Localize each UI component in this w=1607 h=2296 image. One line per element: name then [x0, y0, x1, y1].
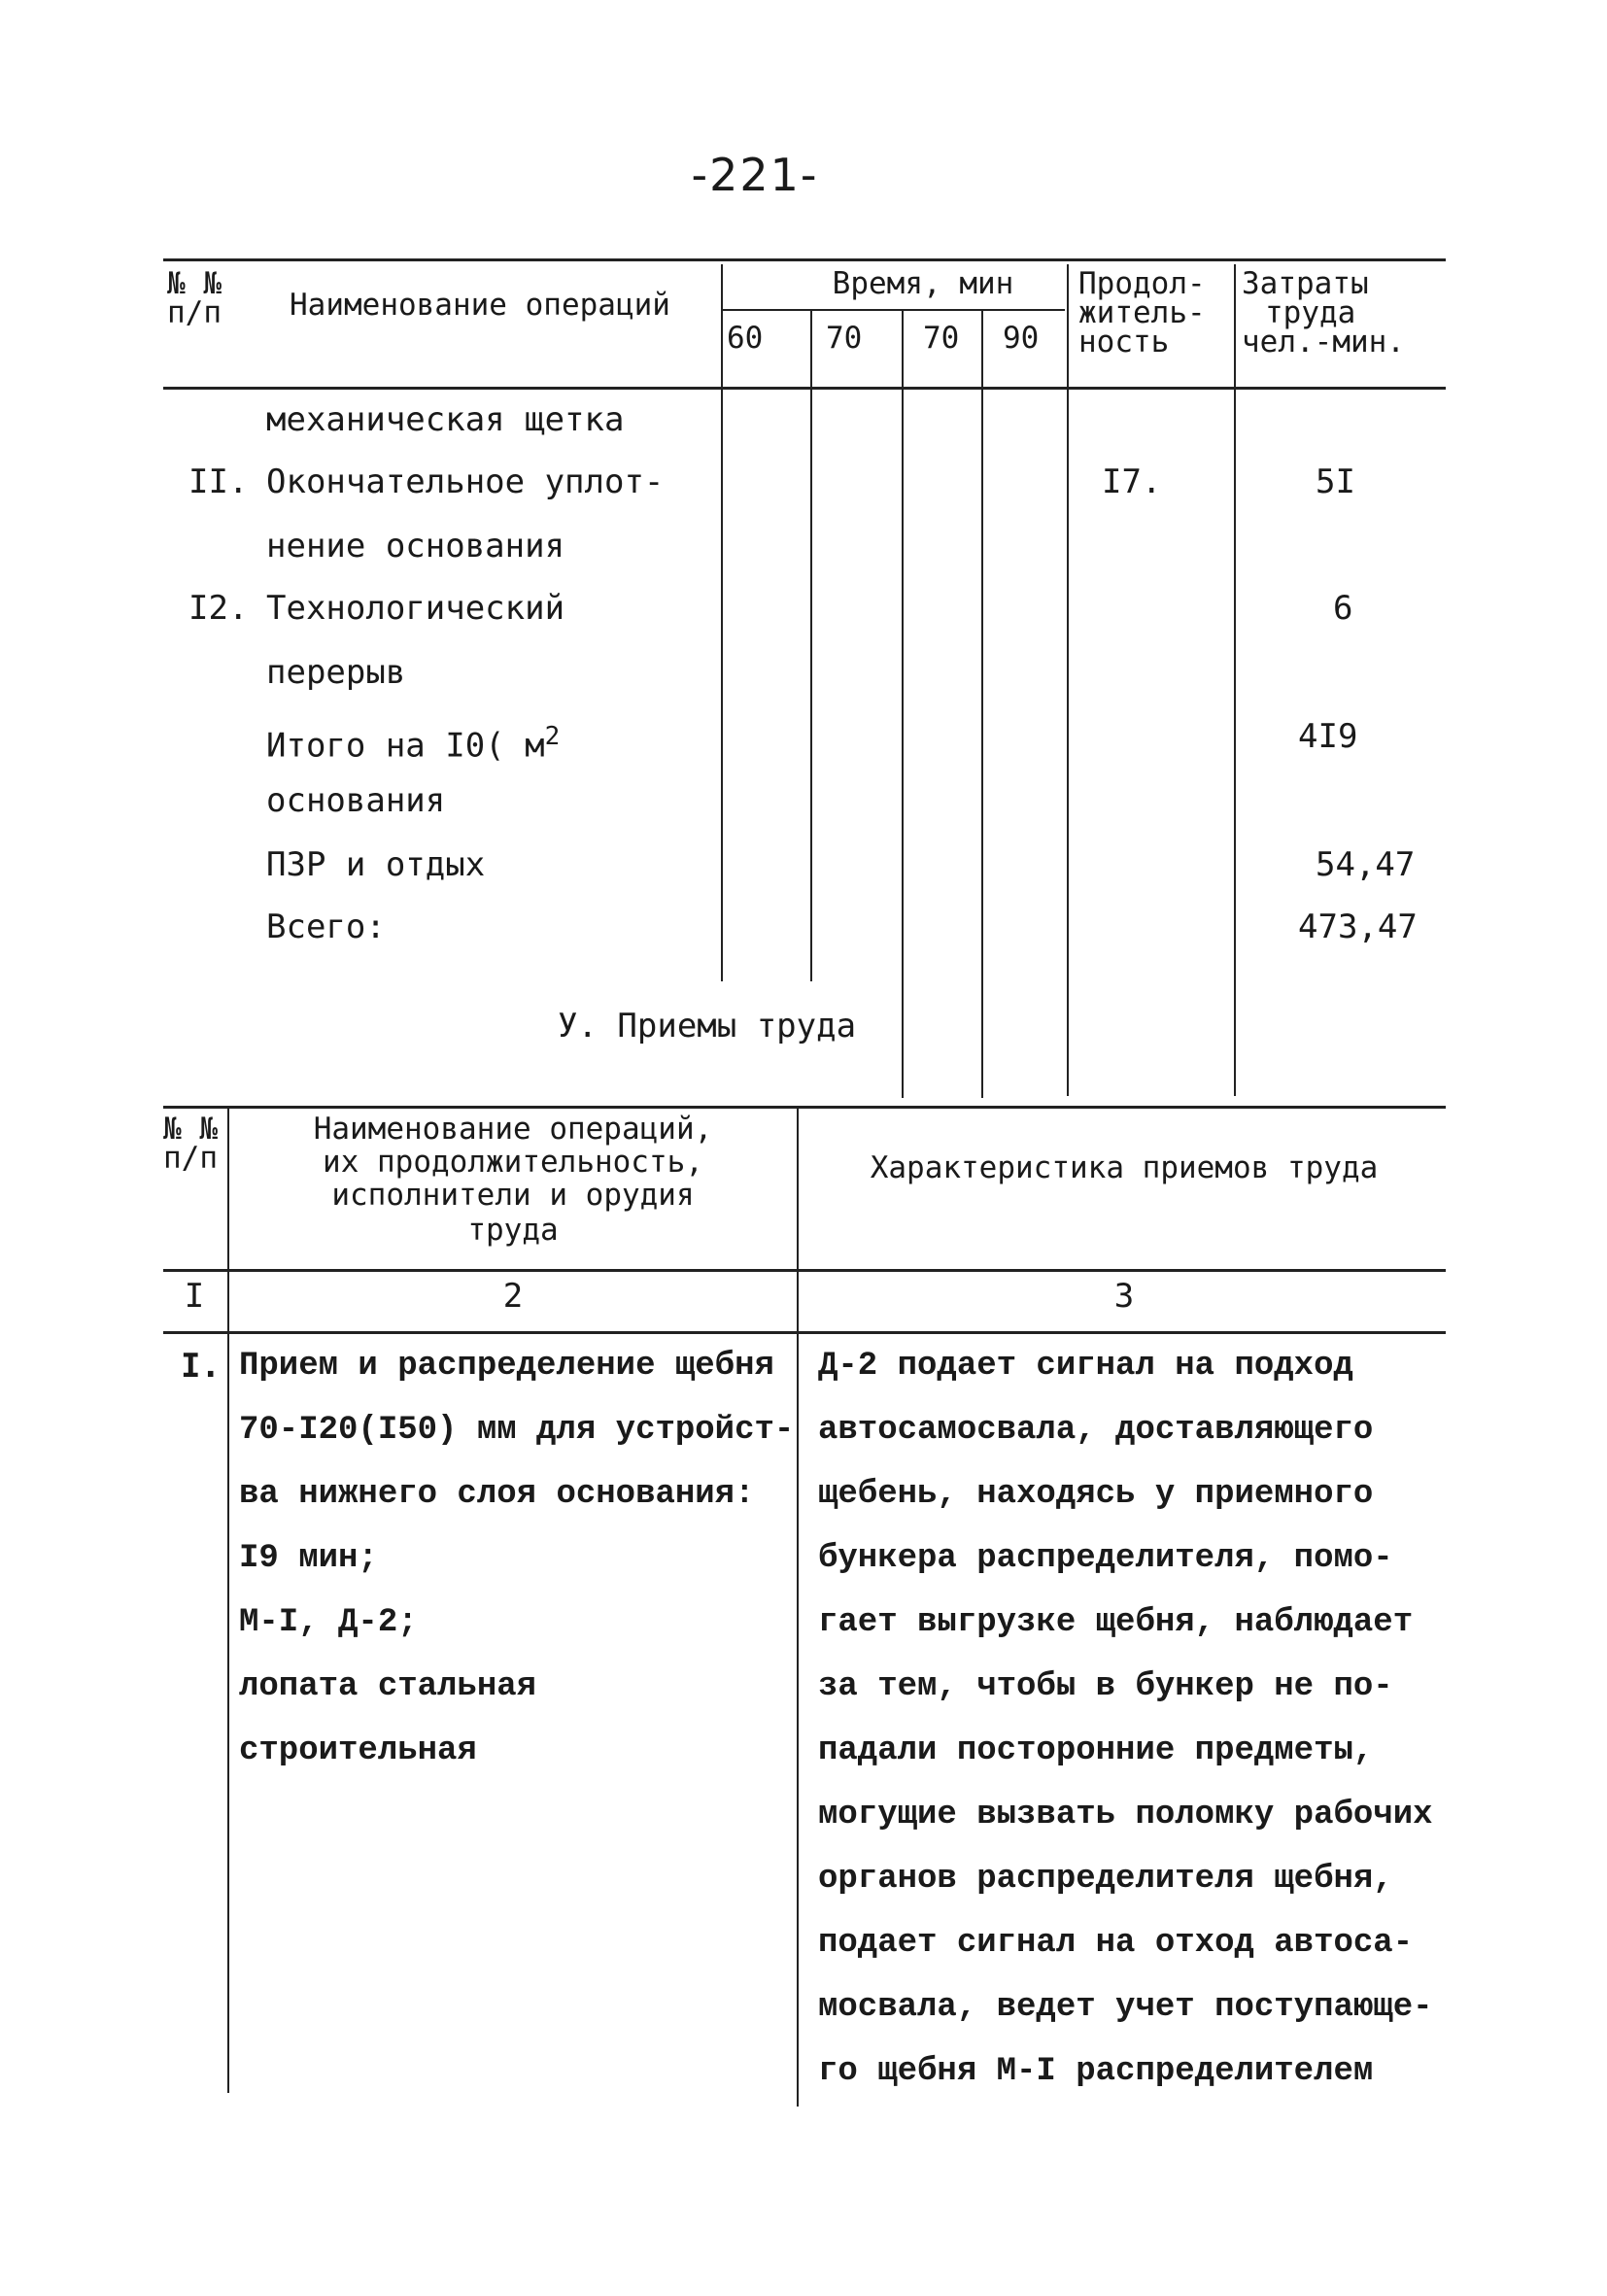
table2-colnum-2: 2	[502, 1277, 524, 1316]
table1-header-duration-2: житель-	[1078, 295, 1206, 330]
table1-header-name: Наименование операций	[290, 288, 670, 323]
table1-row-labor: 5I	[1316, 463, 1355, 501]
table1-vline-duration	[1067, 264, 1069, 1096]
table1-row-name: механическая щетка	[266, 400, 625, 439]
table1-header-rule	[163, 387, 1446, 390]
table2-left-line: лопата стальная	[239, 1668, 537, 1705]
table2-left-line: 70-I20(I50) мм для устройст-	[239, 1412, 795, 1449]
table1-row-name: Технологический	[266, 589, 565, 628]
table2-header-name-1: Наименование операций,	[313, 1112, 713, 1147]
table1-row-labor: 4I9	[1298, 717, 1358, 756]
table2-left-line: строительная	[239, 1732, 477, 1769]
table1-header-time-col-1: 60	[727, 321, 764, 356]
table1-time-subrule	[721, 309, 1065, 311]
table1-row-name: перерыв	[266, 653, 406, 692]
table2-top-rule	[163, 1106, 1446, 1109]
table1-header-labor-3: чел.-мин.	[1242, 325, 1405, 360]
table2-left-line: М-I, Д-2;	[239, 1604, 418, 1641]
table1-row-name: основания	[266, 781, 446, 820]
table2-right-line: подает сигнал на отход автоса-	[818, 1925, 1414, 1962]
table2-header-num-2: п/п	[163, 1141, 218, 1176]
table2-header-characteristic: Характеристика приемов труда	[870, 1150, 1379, 1185]
table1-row-labor: 473,47	[1298, 908, 1418, 946]
table2-row-num: I.	[181, 1347, 221, 1386]
table2-right-line: щебень, находясь у приемного	[818, 1476, 1374, 1513]
table1-header-time-col-3: 70	[923, 321, 960, 356]
table1-row-name: ПЗР и отдых	[266, 845, 486, 884]
table2-left-line: ва нижнего слоя основания:	[239, 1476, 755, 1513]
table2-vline-name	[797, 1108, 799, 2107]
table1-row-name: нение основания	[266, 527, 565, 565]
page-number: -221-	[691, 149, 819, 201]
table1-row-name: Всего:	[266, 908, 386, 946]
table1-header-labor-1: Затраты	[1242, 266, 1369, 301]
table1-top-rule	[163, 258, 1446, 261]
table2-vline-num	[227, 1108, 229, 2093]
table1-header-labor-2: труда	[1265, 295, 1356, 330]
table1-vline-name	[721, 264, 723, 981]
table1-header-num-1: № №	[167, 266, 222, 301]
table2-right-line: падали посторонние предметы,	[818, 1732, 1374, 1769]
table1-row-duration: I7.	[1102, 463, 1162, 501]
table1-row-num: II.	[188, 463, 249, 501]
table2-right-line: гает выгрузке щебня, наблюдает	[818, 1604, 1414, 1641]
table2-right-line: органов распределителя щебня,	[818, 1861, 1393, 1898]
table1-header-time: Время, мин	[832, 266, 1014, 301]
table2-header-name-2: их продолжительность,	[323, 1145, 703, 1180]
table1-vline-t2	[902, 311, 904, 1098]
table2-header-num-1: № №	[163, 1112, 218, 1147]
table1-header-num-2: п/п	[167, 295, 222, 330]
table1-vline-t3	[981, 311, 983, 1098]
table1-header-time-col-4: 90	[1003, 321, 1040, 356]
table2-left-line: I9 мин;	[239, 1540, 378, 1577]
table2-right-line: Д-2 подает сигнал на подход	[818, 1348, 1353, 1385]
table2-colnum-3: 3	[1113, 1277, 1135, 1316]
table2-right-line: бункера распределителя, помо-	[818, 1540, 1393, 1577]
table2-header-name-3: исполнители и орудия	[331, 1178, 695, 1213]
table2-colnum-rule	[163, 1331, 1446, 1334]
table2-header-rule	[163, 1269, 1446, 1272]
table2-header-name-4: труда	[467, 1213, 559, 1248]
table1-row-labor: 54,47	[1316, 845, 1416, 884]
table1-row-num: I2.	[188, 589, 249, 628]
section-title: У. Приемы труда	[558, 1007, 857, 1045]
table1-row-name: Окончательное уплот-	[266, 463, 665, 501]
table2-right-line: мосвала, ведет учет поступающе-	[818, 1989, 1433, 2026]
table2-right-line: автосамосвала, доставляющего	[818, 1412, 1374, 1449]
table1-header-time-col-2: 70	[826, 321, 863, 356]
table2-right-line: могущие вызвать поломку рабочих	[818, 1797, 1433, 1833]
table2-left-line: Прием и распределение щебня	[239, 1348, 774, 1385]
table2-right-line: за тем, чтобы в бункер не по-	[818, 1668, 1393, 1705]
table1-header-duration-1: Продол-	[1078, 266, 1206, 301]
table1-row-labor: 6	[1333, 589, 1353, 628]
table1-vline-t1	[810, 311, 812, 981]
table2-right-line: го щебня М-I распределителем	[818, 2053, 1374, 2090]
table1-row-name: Итого на I0( $м^2$	[266, 722, 561, 766]
table1-vline-labor	[1234, 264, 1236, 1096]
table1-header-duration-3: ность	[1078, 325, 1170, 360]
table2-colnum-1: I	[184, 1277, 205, 1316]
